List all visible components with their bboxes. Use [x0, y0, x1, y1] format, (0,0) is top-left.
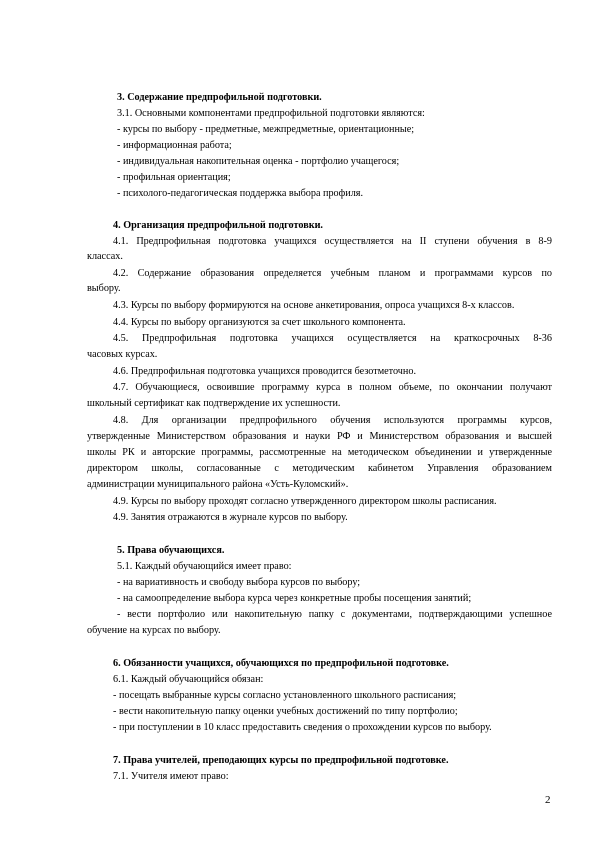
paragraph-4-8-line-1: 4.8. Для организации предпрофильного обучения используются программы курсов,	[113, 415, 552, 426]
section-7-heading: 7. Права учителей, преподающих курсы по предпрофильной подготовке.	[113, 755, 449, 766]
paragraph-4-5-line-2: часовых курсах.	[87, 349, 158, 360]
list-item: - психолого-педагогическая поддержка выбора профиля.	[117, 188, 364, 199]
paragraph-4-8-line-5: администрации муниципального района «Усть-Куломский».	[87, 479, 349, 490]
paragraph-4-7-line-2: школьный сертификат как подтверждение их успешности.	[87, 398, 341, 409]
section-4-heading: 4. Организация предпрофильной подготовки.	[113, 220, 323, 231]
list-item: - информационная работа;	[117, 140, 232, 151]
paragraph-4-5-line-1: 4.5. Предпрофильная подготовка учащихся осуществляется на краткосрочных 8-36	[113, 333, 552, 344]
section-6-intro: 6.1. Каждый обучающийся обязан:	[113, 674, 264, 685]
list-item: - на самоопределение выбора курса через конкретные пробы посещения занятий;	[117, 593, 472, 604]
list-item-line-2: обучение на курсах по выбору.	[87, 625, 221, 636]
section-7-intro: 7.1. Учителя имеют право:	[113, 771, 229, 782]
paragraph-4-1-line-2: классах.	[87, 251, 123, 262]
paragraph-4-1-line-1: 4.1. Предпрофильная подготовка учащихся осуществляется на II ступени обучения в 8-9	[113, 236, 552, 247]
paragraph-4-4: 4.4. Курсы по выбору организуются за счет школьного компонента.	[113, 317, 406, 328]
list-item: - при поступлении в 10 класс предоставить сведения о прохождении курсов по выбору.	[113, 722, 492, 733]
paragraph-4-9: 4.9. Курсы по выбору проходят согласно утвержденного директором школы расписания.	[113, 496, 497, 507]
paragraph-4-8-line-3: школы РК и авторские программы, рассмотренные на методическом объединении и утвержденные	[87, 447, 552, 458]
section-5-heading: 5. Права обучающихся.	[117, 545, 225, 556]
paragraph-4-3: 4.3. Курсы по выбору формируются на основе анкетирования, опроса учащихся 8-х классов.	[113, 300, 515, 311]
paragraph-4-2-line-2: выбору.	[87, 283, 121, 294]
paragraph-4-6: 4.6. Предпрофильная подготовка учащихся проводится безотметочно.	[113, 366, 417, 377]
paragraph-4-8-line-2: утвержденные Министерством образования и науки РФ и Министерством образования и высшей	[87, 431, 552, 442]
paragraph-4-7-line-1: 4.7. Обучающиеся, освоившие программу курса в полном объеме, по окончании получают	[113, 382, 552, 393]
list-item: - вести накопительную папку оценки учебных достижений по типу портфолио;	[113, 706, 458, 717]
paragraph-4-8-line-4: директором школы, согласованные с методическим кабинетом Управления образованием	[87, 463, 552, 474]
list-item: - курсы по выбору - предметные, межпредметные, ориентационные;	[117, 124, 415, 135]
section-3-intro: 3.1. Основными компонентами предпрофильной подготовки являются:	[117, 108, 425, 119]
page-number: 2	[545, 794, 551, 806]
list-item: - на вариативность и свободу выбора курсов по выбору;	[117, 577, 361, 588]
list-item: - профильная ориентация;	[117, 172, 231, 183]
list-item: - посещать выбранные курсы согласно установленного школьного расписания;	[113, 690, 457, 701]
section-6-heading: 6. Обязанности учащихся, обучающихся по предпрофильной подготовке.	[113, 658, 449, 669]
section-5-intro: 5.1. Каждый обучающийся имеет право:	[117, 561, 292, 572]
list-item: - индивидуальная накопительная оценка - портфолио учащегося;	[117, 156, 400, 167]
list-item-line-1: - вести портфолио или накопительную папку с документами, подтверждающими успешное	[117, 609, 552, 620]
section-3-heading: 3. Содержание предпрофильной подготовки.	[117, 92, 322, 103]
paragraph-4-2-line-1: 4.2. Содержание образования определяется учебным планом и программами курсов по	[113, 268, 552, 279]
paragraph-4-9-second: 4.9. Занятия отражаются в журнале курсов по выбору.	[113, 512, 348, 523]
